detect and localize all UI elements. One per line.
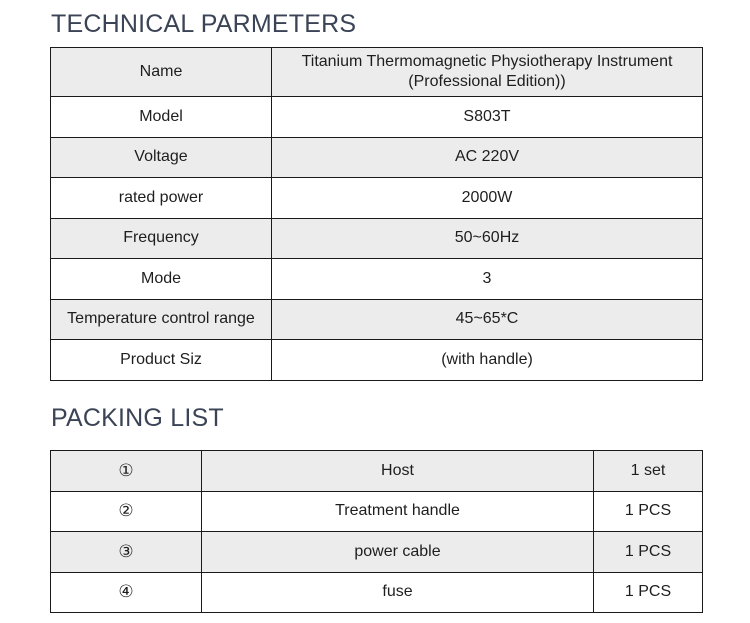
table-row [51, 218, 703, 259]
item-quantity: 1 PCS [594, 572, 703, 613]
param-value [272, 48, 703, 97]
table-row [51, 451, 703, 492]
param-label: rated power [51, 178, 272, 219]
technical-parameters-table [50, 47, 703, 381]
param-label: Product Siz [51, 340, 272, 381]
item-name: Host [202, 451, 594, 492]
table-row [51, 532, 703, 573]
item-quantity: 1 set [594, 451, 703, 492]
param-label: Temperature control range [51, 299, 272, 340]
param-value-line: Titanium Thermomagnetic Physiotherapy Instrument [301, 53, 673, 70]
table-row [51, 137, 703, 178]
table-row [51, 259, 703, 300]
param-label: Frequency [51, 218, 272, 259]
param-label: Name [51, 48, 272, 97]
param-value: S803T [272, 97, 703, 138]
table-row [51, 299, 703, 340]
param-value: 50~60Hz [272, 218, 703, 259]
table-row [51, 48, 703, 97]
packing-list-title: PACKING LIST [51, 404, 224, 432]
item-name: power cable [202, 532, 594, 573]
item-quantity: 1 PCS [594, 532, 703, 573]
table-row [51, 340, 703, 381]
param-value: 3 [272, 259, 703, 300]
param-value: 2000W [272, 178, 703, 219]
table-row [51, 572, 703, 613]
param-label: Model [51, 97, 272, 138]
param-value: (with handle) [272, 340, 703, 381]
param-label: Voltage [51, 137, 272, 178]
item-number: ④ [51, 572, 202, 613]
item-number: ③ [51, 532, 202, 573]
item-name: fuse [202, 572, 594, 613]
table-row [51, 97, 703, 138]
table-row [51, 491, 703, 532]
param-value: 45~65*C [272, 299, 703, 340]
table-row [51, 178, 703, 219]
technical-parameters-title: TECHNICAL PARMETERS [51, 10, 357, 38]
param-label: Mode [51, 259, 272, 300]
item-number: ① [51, 451, 202, 492]
item-name: Treatment handle [202, 491, 594, 532]
param-value-line: (Professional Edition)) [408, 73, 566, 90]
param-value: AC 220V [272, 137, 703, 178]
item-number: ② [51, 491, 202, 532]
item-quantity: 1 PCS [594, 491, 703, 532]
packing-list-table [50, 450, 703, 613]
